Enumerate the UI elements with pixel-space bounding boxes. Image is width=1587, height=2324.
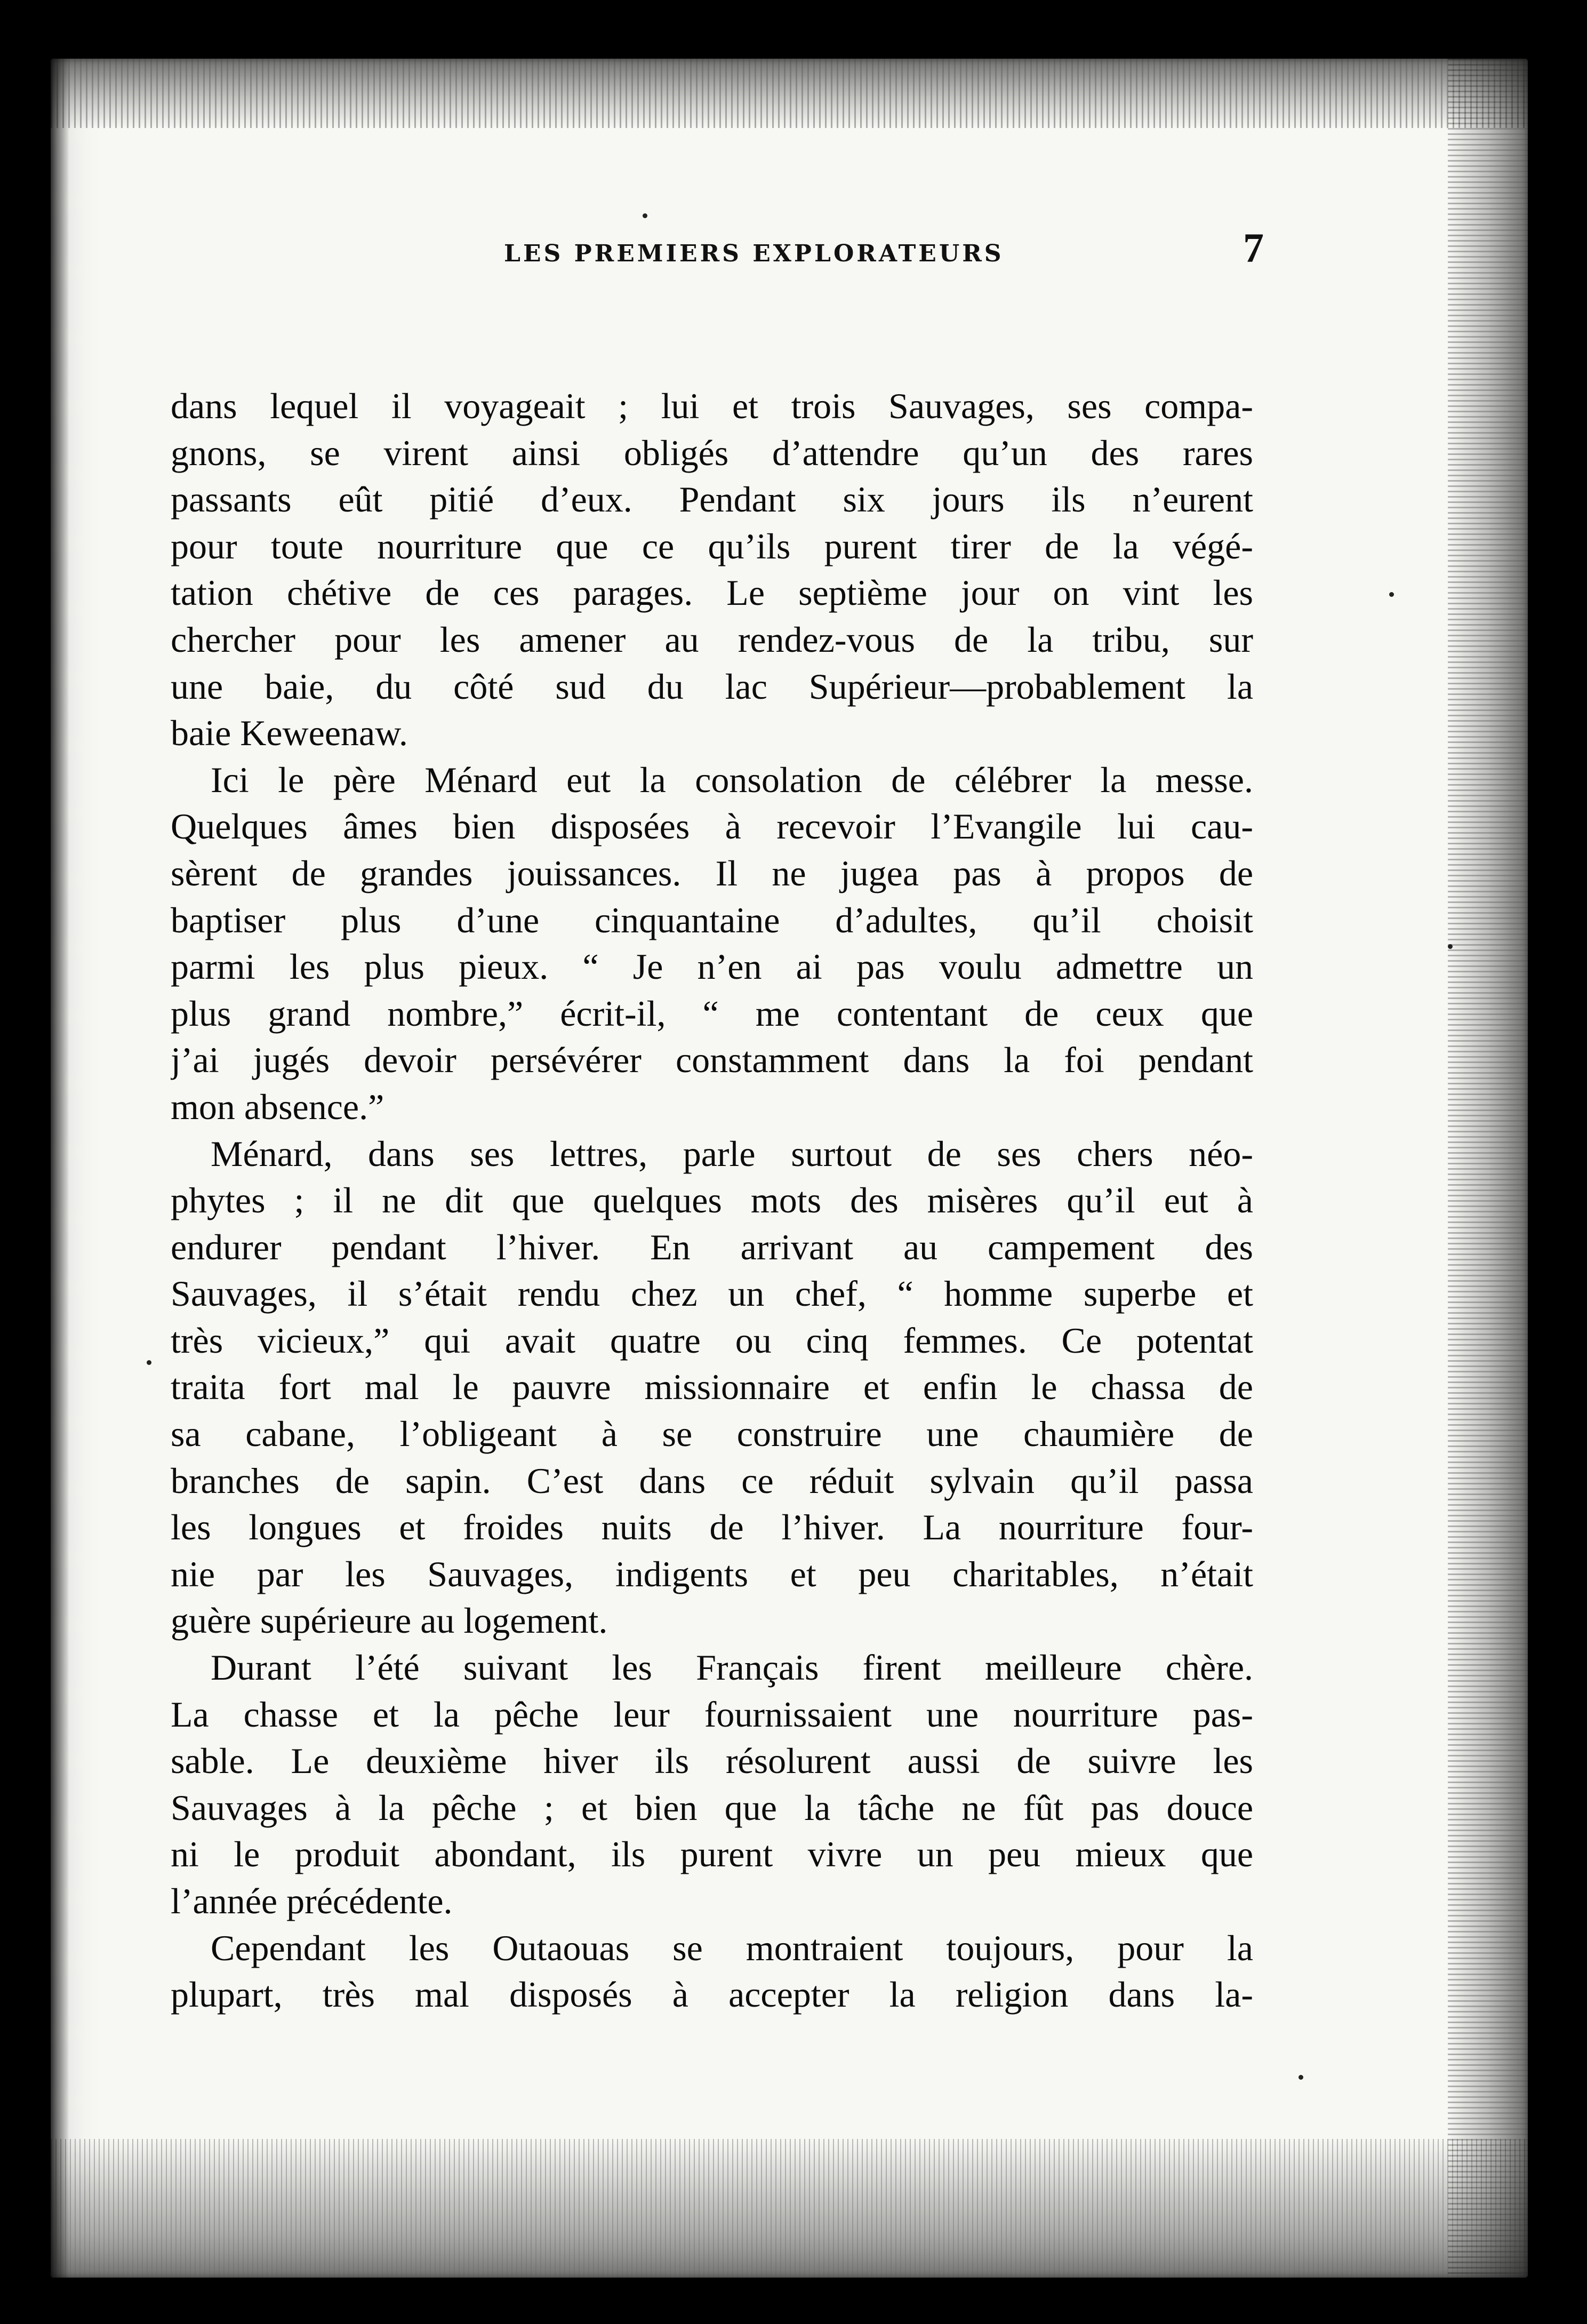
text-line: Ici le père Ménard eut la consolation de célébrer la messe. bbox=[211, 759, 1253, 800]
text-line: très vicieux,” qui avait quatre ou cinq femmes. Ce potentat bbox=[171, 1320, 1253, 1361]
scan-noise-top bbox=[51, 59, 1528, 128]
scan-noise-bottom bbox=[51, 2139, 1528, 2278]
text-line: Ménard, dans ses lettres, parle surtout de ses chers néo- bbox=[211, 1133, 1253, 1174]
text-line: nie par les Sauvages, indigents et peu charitables, n’était bbox=[171, 1553, 1253, 1594]
text-line: Sauvages, il s’était rendu chez un chef, “ homme superbe et bbox=[171, 1273, 1253, 1314]
text-line: phytes ; il ne dit que quelques mots des misères qu’il eut à bbox=[171, 1180, 1253, 1221]
text-line: sa cabane, l’obligeant à se construire une chaumière de bbox=[171, 1413, 1253, 1455]
text-line: plupart, très mal disposés à accepter la religion dans la- bbox=[171, 1974, 1253, 2015]
body-text bbox=[171, 383, 1253, 2018]
paragraph bbox=[171, 1644, 1253, 1925]
text-line: j’ai jugés devoir persévérer constamment dans la foi pendant bbox=[171, 1040, 1253, 1081]
text-line: gnons, se virent ainsi obligés d’attendre qu’un des rares bbox=[171, 432, 1253, 473]
text-line: passants eût pitié d’eux. Pendant six jours ils n’eurent bbox=[171, 479, 1253, 520]
text-line: parmi les plus pieux. “ Je n’en ai pas voulu admettre un bbox=[171, 946, 1253, 987]
paragraph bbox=[171, 1131, 1253, 1645]
text-line: baie Keweenaw. bbox=[171, 713, 408, 754]
text-line: Quelques âmes bien disposées à recevoir l’Evangile lui cau- bbox=[171, 806, 1253, 847]
text-line: baptiser plus d’une cinquantaine d’adultes, qu’il choisit bbox=[171, 899, 1253, 940]
text-line: La chasse et la pêche leur fournissaient une nourriture pas- bbox=[171, 1694, 1253, 1735]
text-line: sèrent de grandes jouissances. Il ne jugea pas à propos de bbox=[171, 852, 1253, 893]
scan-noise-right bbox=[1448, 59, 1528, 2278]
text-line: Durant l’été suivant les Français firent meilleure chère. bbox=[211, 1647, 1253, 1688]
page-number: 7 bbox=[1243, 225, 1264, 271]
paragraph bbox=[171, 383, 1253, 757]
text-line: endurer pendant l’hiver. En arrivant au campement des bbox=[171, 1226, 1253, 1267]
text-line: guère supérieure au logement. bbox=[171, 1600, 608, 1641]
text-line: sable. Le deuxième hiver ils résolurent aussi de suivre les bbox=[171, 1740, 1253, 1782]
scan-speck bbox=[1389, 592, 1394, 597]
paragraph bbox=[171, 1925, 1253, 2018]
scan-speck bbox=[147, 1360, 151, 1365]
text-line: pour toute nourriture que ce qu’ils purent tirer de la végé- bbox=[171, 525, 1253, 566]
paragraph bbox=[171, 757, 1253, 1131]
text-line: l’année précédente. bbox=[171, 1881, 453, 1921]
text-line: Cependant les Outaouas se montraient toujours, pour la bbox=[211, 1927, 1253, 1968]
scan-noise-left bbox=[51, 59, 69, 2278]
text-line: dans lequel il voyageait ; lui et trois Sauvages, ses compa- bbox=[171, 386, 1253, 426]
text-line: plus grand nombre,” écrit-il, “ me contentant de ceux que bbox=[171, 993, 1253, 1034]
text-line: mon absence.” bbox=[171, 1086, 384, 1127]
text-line: chercher pour les amener au rendez-vous de la tribu, sur bbox=[171, 619, 1253, 660]
text-line: branches de sapin. C’est dans ce réduit sylvain qu’il passa bbox=[171, 1460, 1253, 1501]
scan-speck bbox=[643, 213, 647, 218]
scan-speck bbox=[1448, 944, 1453, 949]
running-header bbox=[171, 224, 1264, 277]
text-line: ni le produit abondant, ils purent vivre un peu mieux que bbox=[171, 1834, 1253, 1875]
text-line: traita fort mal le pauvre missionnaire et enfin le chassa de bbox=[171, 1367, 1253, 1408]
running-title: LES PREMIERS EXPLORATEURS bbox=[504, 240, 1004, 267]
scan-speck bbox=[1299, 2075, 1303, 2080]
text-line: tation chétive de ces parages. Le septième jour on vint les bbox=[171, 572, 1253, 613]
text-line: les longues et froides nuits de l’hiver. La nourriture four- bbox=[171, 1507, 1253, 1548]
text-line: Sauvages à la pêche ; et bien que la tâche ne fût pas douce bbox=[171, 1787, 1253, 1828]
text-line: une baie, du côté sud du lac Supérieur—probablement la bbox=[171, 666, 1253, 707]
